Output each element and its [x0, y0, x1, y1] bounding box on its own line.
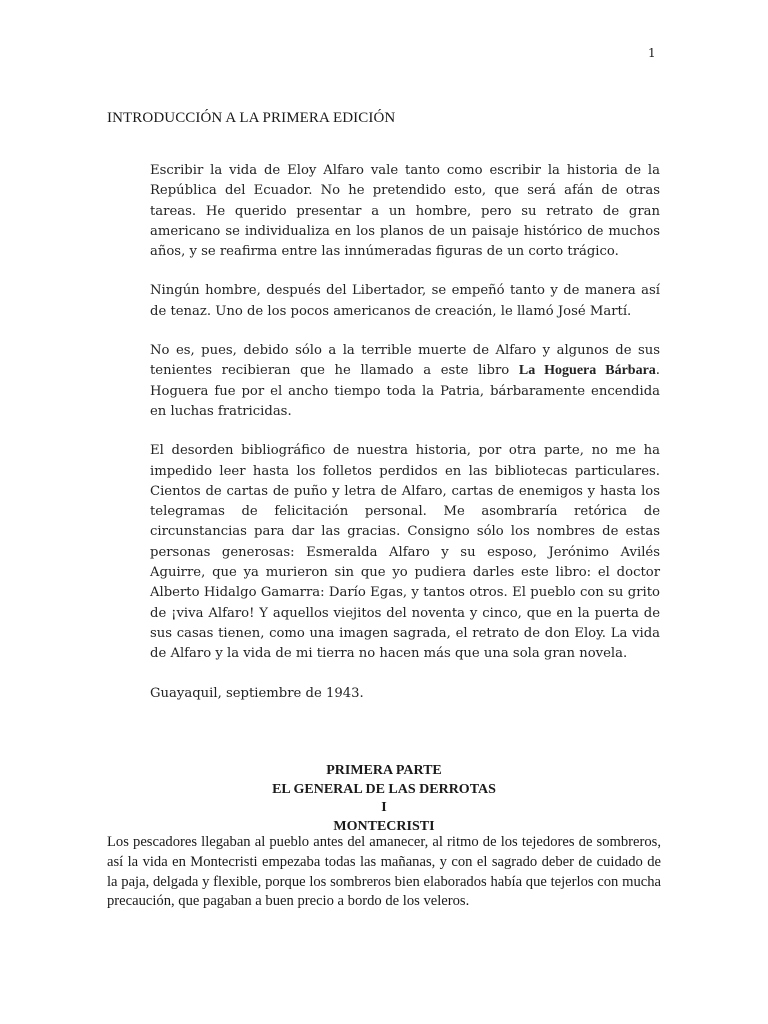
introduction-signature-date: Guayaquil, septiembre de 1943. [150, 685, 364, 701]
introduction-body [150, 161, 660, 723]
introduction-paragraph-2: Ningún hombre, después del Libertador, se empeñó tanto y de manera así de tenaz. Uno de los pocos americanos de creación, le llamó José Martí. [150, 283, 660, 319]
introduction-heading: INTRODUCCIÓN A LA PRIMERA EDICIÓN [107, 110, 396, 126]
introduction-paragraph-3 [150, 341, 660, 422]
book-title: La Hoguera Bárbara [518, 363, 656, 379]
introduction-paragraph-1: Escribir la vida de Eloy Alfaro vale tanto como escribir la historia de la República del Ecuador. No he pretendido esto, que será afán de otras tareas. He querido presentar a un hombre, pero su retrato de gran americano se individualiza en los planos de un paisaje histórico de muchos años, y se reafirma entre las innúmeradas figuras de un corto trágico. [150, 163, 660, 260]
introduction-paragraph-4: El desorden bibliográfico de nuestra historia, por otra parte, no me ha impedido leer hasta los folletos perdidos en las bibliotecas particulares. Cientos de cartas de puño y letra de Alfaro, cartas de enemigos y hasta los telegramas de felicitación personal. Me asombraría retórica de circunstancias para dar las gracias. Consigno sólo los nombres de estas personas generosas: Esmeralda Alfaro y su esposo, Jerónimo Avilés Aguirre, que ya murieron sin que yo pudiera darles este libro: el doctor Alberto Hidalgo Gamarra: Darío Egas, y tantos otros. El pueblo con su grito de ¡viva Alfaro! Y aquellos viejitos del noventa y cinco, que en la puerta de sus casas tienen, como una imagen sagrada, el retrato de don Eloy. La vida de Alfaro y la vida de mi tierra no hacen más que una sola gran novela. [150, 443, 660, 662]
chapter-numeral: I [381, 800, 387, 815]
paragraph-3-text-before: No es, pues, debido sólo a la terrible muerte de Alfaro y algunos de sus tenientes recibieran que he llamado a este libro [150, 343, 660, 379]
chapter-title: MONTECRISTI [333, 818, 435, 834]
chapter-paragraph: Los pescadores llegaban al pueblo antes del amanecer, al ritmo de los tejedores de sombreros, así la vida en Montecristi empezaba todas las mañanas, y con el sagrado deber de cuidado de la paja, delgada y flexible, porque los sombreros bien elaborados había que tejerlos con mucha precaución, que pagaban a buen precio a bordo de los veleros. [107, 834, 661, 910]
page-number: 1 [648, 46, 656, 60]
part-subtitle: EL GENERAL DE LAS DERROTAS [272, 781, 496, 797]
part-headings [107, 762, 661, 836]
paragraph-3-text-after: . Hoguera fue por el ancho tiempo toda la Patria, bárbaramente encendida en luchas fratricidas. [150, 363, 660, 419]
part-title: PRIMERA PARTE [326, 763, 442, 778]
